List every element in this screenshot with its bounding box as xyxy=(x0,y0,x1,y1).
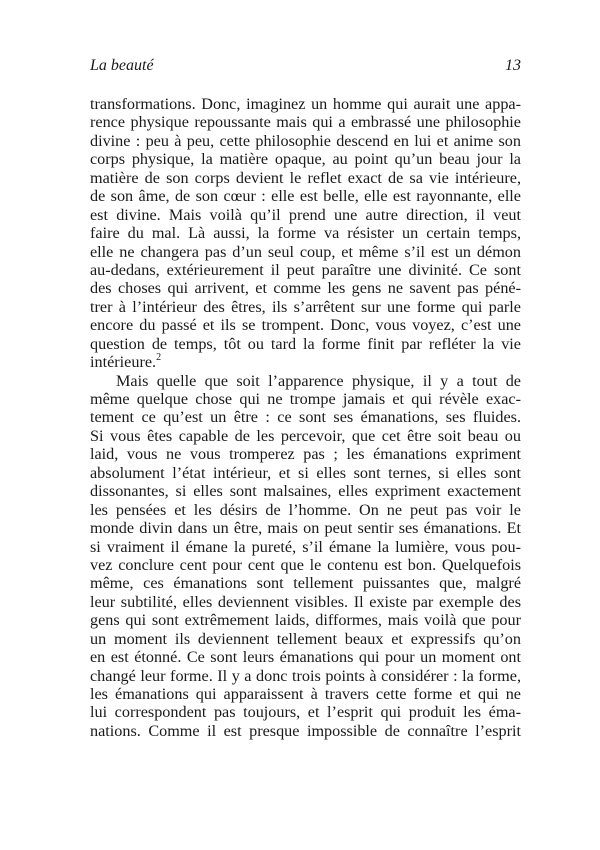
text-line: les émanations qui apparaissent à travers cette forme et qui ne xyxy=(90,685,521,703)
text-line: corps physique, la matière opaque, au point qu’un beau jour la xyxy=(90,150,521,169)
text-line: nations. Comme il est presque impossible de connaître l’esprit xyxy=(90,721,521,740)
text-line: en est étonné. Ce sont leurs émanations qui pour un moment ont xyxy=(90,648,521,667)
text-line: trer à l’intérieur des êtres, ils s’arrêtent sur une forme qui parle xyxy=(90,297,521,316)
paragraph-1 xyxy=(90,95,521,372)
text-line: un moment ils deviennent tellement beaux et expressifs qu’on xyxy=(90,629,521,648)
text-line: laid, vous ne vous tromperez pas ; les émanations expriment xyxy=(90,445,521,464)
text-line: elle ne changera pas d’un seul coup, et même s’il est un démon xyxy=(90,242,521,261)
text-line: dissonantes, si elles sont malsaines, elles expriment exactement xyxy=(90,482,521,501)
text-line: transformations. Donc, imaginez un homme qui aurait une appa- xyxy=(90,95,521,113)
text-line: question de temps, tôt ou tard la forme finit par refléter la vie xyxy=(90,334,521,353)
text-line-content: intérieure. xyxy=(90,353,157,372)
text-line: des choses qui arrivent, et comme les gens ne savent pas péné- xyxy=(90,279,521,298)
text-line: de son âme, de son cœur : elle est belle, elle est rayonnante, elle xyxy=(90,187,521,206)
text-line: lui correspondent pas toujours, et l’esprit qui produit les éma- xyxy=(90,703,521,722)
text-line: changé leur forme. Il y a donc trois points à considérer : la forme, xyxy=(90,666,521,685)
paragraph-2 xyxy=(90,372,521,741)
text-line: même quelque chose qui ne trompe jamais et qui révèle exac- xyxy=(90,390,521,408)
text-line: absolument l’état intérieur, et si elles sont ternes, si elles sont xyxy=(90,463,521,482)
text-line: matière de son corps devient le reflet exact de sa vie intérieure, xyxy=(90,168,521,187)
text-line: vez conclure cent pour cent que le contenu est bon. Quelquefois xyxy=(90,555,521,574)
footnote-reference[interactable]: 2 xyxy=(156,351,162,363)
text-line: même, ces émanations sont tellement puissantes que, malgré xyxy=(90,574,521,593)
text-line-last xyxy=(90,353,521,371)
text-line: est divine. Mais voilà qu’il prend une autre direction, il veut xyxy=(90,205,521,224)
text-line: les pensées et les désirs de l’homme. On ne peut pas voir le xyxy=(90,500,521,519)
text-line: monde divin dans un être, mais on peut sentir ses émanations. Et xyxy=(90,519,521,538)
text-line: Si vous êtes capable de les percevoir, que cet être soit beau ou xyxy=(90,426,521,445)
text-line: tement ce qu’est un être : ce sont ses émanations, ses fluides. xyxy=(90,408,521,427)
text-line: divine : peu à peu, cette philosophie descend en lui et anime son xyxy=(90,131,521,150)
text-line: faire du mal. Là aussi, la forme va résister un certain temps, xyxy=(90,224,521,243)
text-line: au-dedans, extérieurement il peut paraître une divinité. Ce sont xyxy=(90,260,521,279)
page-number: 13 xyxy=(505,57,521,74)
chapter-title: La beauté xyxy=(90,57,154,74)
body-text xyxy=(90,95,521,740)
running-head xyxy=(90,56,521,76)
text-line: gens qui sont extrêmement laids, difformes, mais voilà que pour xyxy=(90,611,521,630)
text-line: leur subtilité, elles deviennent visibles. Il existe par exemple des xyxy=(90,592,521,611)
text-line: rence physique repoussante mais qui a embrassé une philosophie xyxy=(90,113,521,132)
text-line: encore du passé et ils se trompent. Donc, vous voyez, c’est une xyxy=(90,316,521,335)
text-line-indented: Mais quelle que soit l’apparence physique, il y a tout de xyxy=(116,371,521,390)
text-line: si vraiment il émane la pureté, s’il émane la lumière, vous pou- xyxy=(90,537,521,556)
